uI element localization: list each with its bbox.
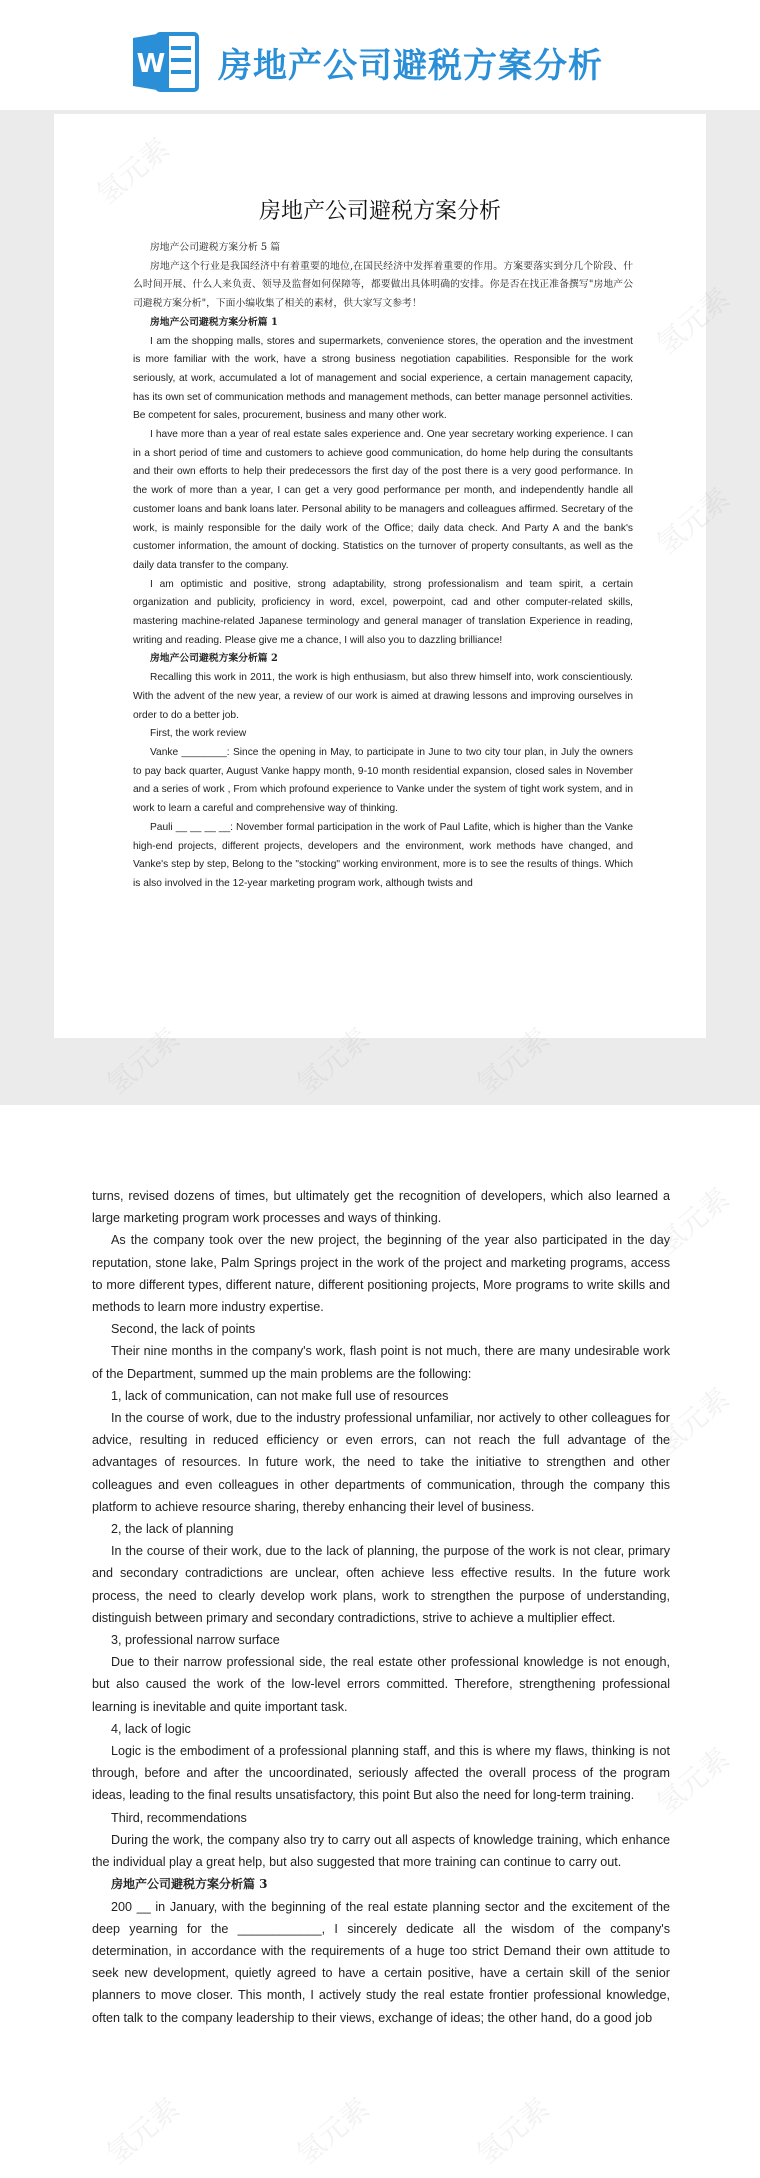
- watermark: 氢元素: [470, 2091, 556, 2171]
- document-title: 房地产公司避税方案分析: [258, 199, 501, 224]
- watermark: 氢元素: [290, 2091, 376, 2171]
- paragraph: 2, the lack of planning: [111, 1522, 234, 1537]
- document-page-2: [92, 1185, 670, 2029]
- paragraph: In the course of work, due to the industry professional unfamiliar, nor actively to other colleagues for advice, resulting in reduced efficiency or even errors, can not reach the full advantage of the advantages of resources. In future work, the need to take the initiative to strengthen and other colleagues and even colleagues in other departments of communication, through the company this platform to achieve resource sharing, thereby enhancing their level of business.: [92, 1411, 670, 1514]
- subtitle: 房地产公司避税方案分析 5 篇: [150, 242, 281, 253]
- section-heading-1: 房地产公司避税方案分析篇 1: [150, 316, 278, 328]
- paragraph: During the work, the company also try to carry out all aspects of knowledge training, which enhance the individual play a great help, but also suggested that more training can continue to carry out.: [92, 1832, 670, 1870]
- watermark: 氢元素: [100, 2091, 186, 2171]
- paragraph: 200 __ in January, with the beginning of the real estate planning sector and the excitement of the deep yearning for the ____________, I sincerely dedicate all the wisdom of the company's determination, in accordance with the requirements of a huge too strict Demand their own attitude to seek new development, quietly agreed to have a certain positive, have a certain skill of the senior planners to move closer. This month, I actively study the real estate frontier professional knowledge, often talk to the company leadership to their views, exchange of ideas; the other hand, do a good job: [92, 1899, 670, 2025]
- page-1-body: [133, 239, 633, 894]
- paragraph: 4, lack of logic: [111, 1721, 191, 1736]
- svg-text:W: W: [136, 49, 166, 79]
- document-page-1: [54, 114, 706, 1038]
- paragraph: Third, recommendations: [111, 1810, 247, 1825]
- paragraph: Vanke ________: Since the opening in May, to participate in June to two city tour plan, in July the owners to pay back quarter, August Vanke happy month, 9-10 month residential expansion, closed sales in November and a series of work , From which profound experience to Vanke under the system of tight work system, and in work to learn a careful and comprehensive way of thinking.: [133, 746, 633, 815]
- word-document-icon: [131, 30, 201, 94]
- section-heading-2: 房地产公司避税方案分析篇 2: [150, 653, 278, 665]
- paragraph: 1, lack of communication, can not make full use of resources: [111, 1388, 449, 1403]
- paragraph: Logic is the embodiment of a professional planning staff, and this is where my flaws, thinking is not through, before and after the uncoordinated, seriously affected the overall process of the program ideas, leading to the final results unsatisfactory, this point But also the need for long-term training.: [92, 1744, 670, 1803]
- paragraph: Pauli __ __ __ __: November formal participation in the work of Paul Lafite, which is higher than the Vanke high-end projects, different projects, developers and the environment, work methods have changed, and Vanke's step by step, Belong to the "stocking" working environment, more is to see the results of things. Which is also involved in the 12-year marketing program work, although twists and: [133, 821, 633, 889]
- paragraph: turns, revised dozens of times, but ultimately get the recognition of developers, which also learned a large marketing program work processes and ways of thinking.: [92, 1189, 670, 1226]
- intro-paragraph: 房地产这个行业是我国经济中有着重要的地位,在国民经济中发挥着重要的作用。方案要落实到分几个阶段、什么时间开展、什么人来负责、领导及监督如何保障等，都要做出具体明确的安排。你是否在找正准备撰写"房地产公司避税方案分析"，下面小编收集了相关的素材，供大家写文参考！: [133, 260, 633, 310]
- paragraph: Second, the lack of points: [111, 1322, 256, 1337]
- paragraph: I am the shopping malls, stores and supermarkets, convenience stores, the operation and the investment is more familiar with the work, have a strong business negotiation capabilities. Responsible for the work seriously, at work, accumulated a lot of management and social experience, a certain management capacity, has its own set of communication methods and management methods, can better manage personnel activities. Be competent for sales, procurement, business and many other work.: [133, 335, 633, 422]
- watermark: 氢元素: [650, 1381, 736, 1461]
- watermark: 氢元素: [650, 1741, 736, 1821]
- paragraph: As the company took over the new project, the beginning of the year also participated in the day reputation, stone lake, Palm Springs project in the work of the project and marketing programs, access to more different types, different nature, different positioning projects, More programs to write skills and methods to learn more industry expertise.: [92, 1233, 670, 1315]
- paragraph: In the course of their work, due to the lack of planning, the purpose of the work is not clear, primary and secondary contradictions are unclear, often achieve less effective results. In the future work process, the need to clearly develop work plans, work to strengthen the purpose of understanding, distinguish between primary and secondary contradictions, strive to achieve a multiplier effect.: [92, 1544, 670, 1625]
- section-heading-3: 房地产公司避税方案分析篇 3: [111, 1877, 268, 1892]
- paragraph: Recalling this work in 2011, the work is high enthusiasm, but also threw himself into, work conscientiously. With the advent of the new year, a review of our work is aimed at drawing lessons and improving ourselves in order to do a better job.: [133, 672, 633, 721]
- header-banner: [0, 0, 760, 110]
- paragraph: First, the work review: [150, 728, 247, 740]
- paragraph: I have more than a year of real estate sales experience and. One year secretary working experience. I can in a short period of time and customers to achieve good communication, do home help during the consultants and their own efforts to help their predecessors the first day of the post there is a very good performance. In the work of more than a year, I can get a very good performance per month, and independently handle all customer loans and bank loans later. Personal ability to be managers and colleagues affirmed. Secretary of the work, is mainly responsible for the daily work of the Office; daily data check. And Party A and the bank's customer information, the amount of docking. Statistics on the turnover of property consultants, as well as the daily data transfer to the company.: [133, 429, 633, 571]
- paragraph: Their nine months in the company's work, flash point is not much, there are many undesirable work of the Department, summed up the main problems are the following:: [92, 1344, 670, 1381]
- page-one-background: [0, 110, 760, 1105]
- banner-title: 房地产公司避税方案分析: [218, 46, 603, 86]
- paragraph: Due to their narrow professional side, the real estate other professional knowledge is not enough, but also caused the work of the low-level errors committed. Therefore, strengthening professional learning is inevitable and quite important task.: [92, 1655, 670, 1714]
- paragraph: I am optimistic and positive, strong adaptability, strong professionalism and team spirit, a certain organization and publicity, proficiency in word, excel, powerpoint, cad and other computer-related skills, mastering machine-related Japanese terminology and general manager of translation Experience in reading, writing and reading. Please give me a chance, I will also you to dazzling brilliance!: [133, 578, 633, 646]
- paragraph: 3, professional narrow surface: [111, 1633, 280, 1648]
- watermark: 氢元素: [650, 1181, 736, 1261]
